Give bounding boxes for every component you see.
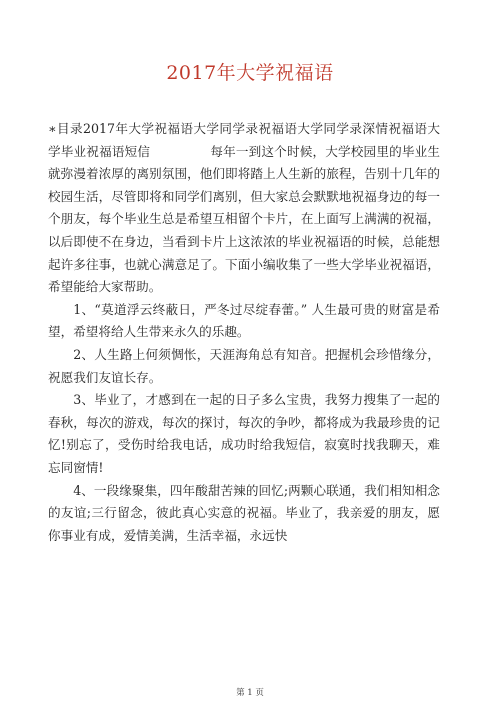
blessing-paragraph-2: 2、人生路上何须惆怅，天涯海角总有知音。把握机会珍惜缘分，祝愿我们友谊长存。 [48,346,440,385]
page-title: 2017年大学祝福语 [166,62,334,84]
blessing-paragraph-4: 4、一段缘聚集，四年酸甜苦辣的回忆;两颗心联通，我们相知相念的友谊;三行留念，彼此真心实意的祝福。毕业了，我亲爱的朋友，愿你事业有成，爱情美满，生活幸福，永远快 [48,482,440,543]
blessing-paragraph-1: 1、“莫道浮云终蔽日，严冬过尽绽春蕾。” 人生最可贵的财富是希望，希望将给人生带来永久的乐趣。 [48,301,440,340]
blessing-paragraph-3: 3、毕业了，才感到在一起的日子多么宝贵，我努力搜集了一起的春秋，每次的游戏，每次的探讨，每次的争吵，都将成为我最珍贵的记忆!别忘了，受伤时给我电话，成功时给我短信，寂寞时找我聊天，难忘同窗情! [48,392,440,475]
intro-text: 每年一到这个时候，大学校园里的毕业生就弥漫着浓厚的离别氛围，他们即将踏上人生新的旅程，告别十几年的校园生活，尽管即将和同学们离别，但大家总会默默地祝福身边的每一个朋友，每个毕业生总是希望互相留个卡片，在上面写上满满的祝福，以后即使不在身边，当看到卡片上这浓浓的毕业祝福语的时候，总能想起许多往事，也就心满意足了。下面小编收集了一些大学毕业祝福语，希望能给大家帮助。 [48,143,441,295]
intro-paragraph [48,118,440,299]
page-number: 第 1 页 [236,688,264,698]
table-of-contents-text: ∗目录2017年大学祝福语大学同学录祝福语大学同学录深情祝福语大学毕业祝福语短信 [48,121,440,159]
document-body [48,118,440,547]
